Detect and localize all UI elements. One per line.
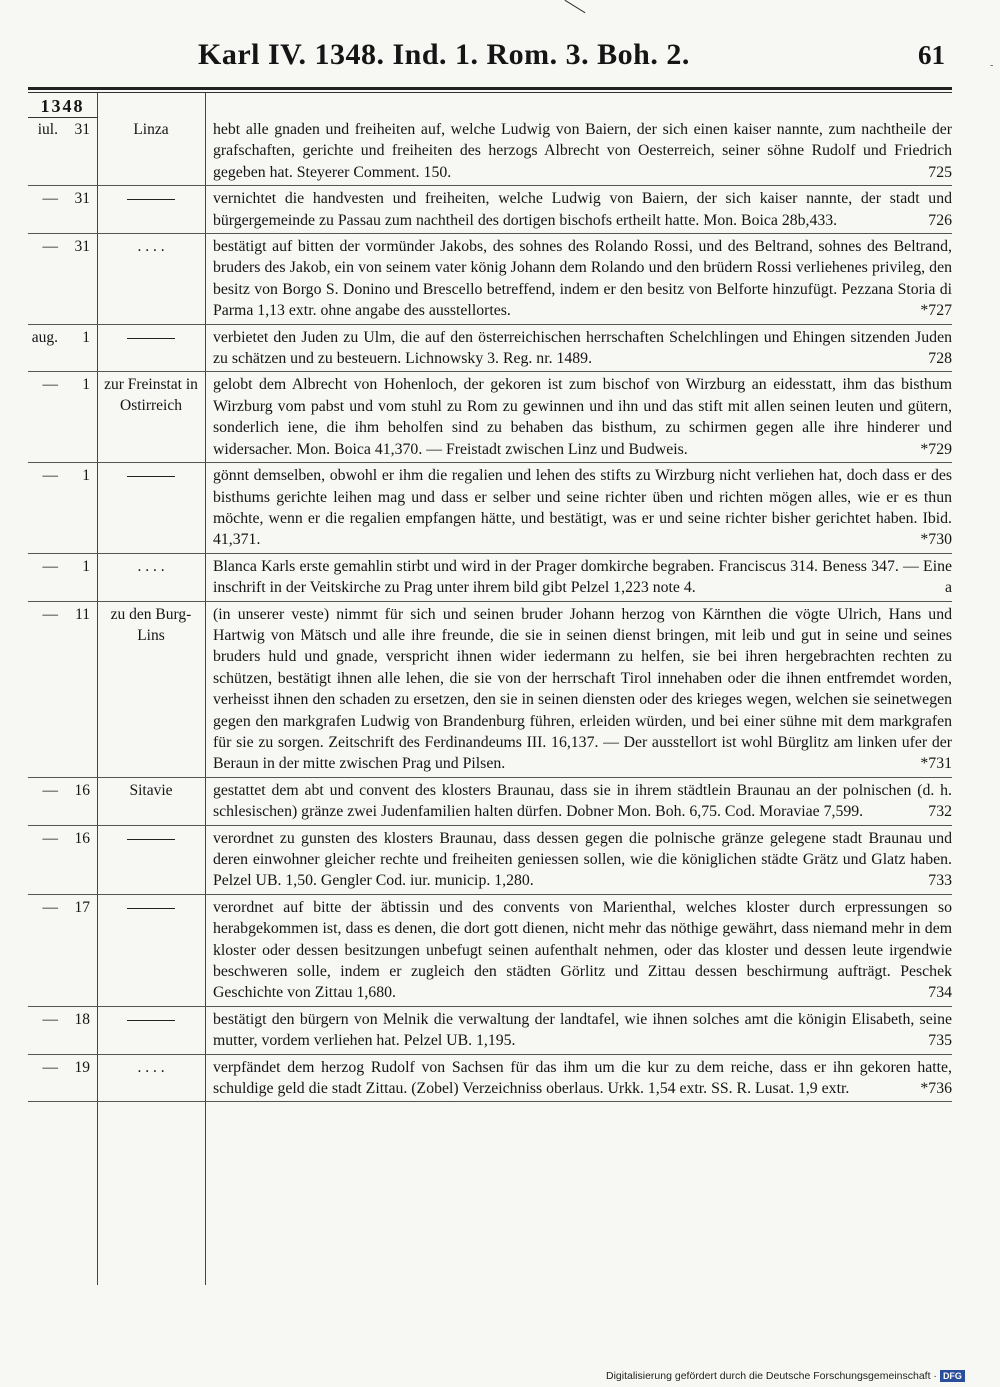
entry-text-cell [205,778,952,825]
regest-entry [28,1055,952,1103]
entry-text: Blanca Karls erste gemahlin stirbt und wird in der Prager domkirche begraben. Franciscus 314. Beness 347. — Eine inschrift in der Veitskirche zu Prag unter ihrem bild gibt Pelzel 1,223 note 4. [213,557,952,597]
entry-text-cell [205,554,952,601]
page-header [0,38,1000,78]
ditto-line [127,338,175,339]
entry-text-cell [205,463,952,553]
header-rule [28,87,952,90]
entry-date [28,602,97,777]
entry-date [28,895,97,1006]
entry-day: 1 [82,467,90,485]
entry-month: iul. [37,121,58,138]
entry-text: verordnet zu gunsten des klosters Braunau, dass dessen gegen die polnische gränze gelegene stadt Braunau und deren einwohner gleicher rechte und freiheiten geniessen sollen, wie die königlichen städte Grätz und Glatz haben. Pelzel UB. 1,50. Gengler Cod. iur. municip. 1,280. [213,829,952,890]
entry-date [28,826,97,894]
entry-text: gönnt demselben, obwohl er ihm die regalien und lehen des stifts zu Wirzburg nicht verliehen hat, doch dass er des bisthums gerichte leihen mag und dass er selber und seine richter üben und richten mögen alles, wie er es thun möchte, wenn er die regalien empfangen hätte, und bestätigt, was er und seine richter bisher gerichtet haben. Ibid. 41,371. [213,467,952,549]
entry-text-cell [205,117,952,185]
entry-place [97,325,205,372]
scan-mark-right: - [990,60,994,71]
entry-text-cell [205,895,952,1006]
entry-day: 1 [82,376,90,394]
entry-number: 726 [928,211,952,229]
year-label: 1348 [28,95,97,118]
entry-date [28,325,97,372]
entry-date [28,117,97,185]
entry-day: 31 [74,121,90,138]
entry-date [28,554,97,601]
header-rule-thin [28,92,952,93]
regest-entry [28,186,952,234]
entry-text-cell [205,602,952,777]
entry-day: 16 [74,781,90,799]
regest-entry [28,602,952,778]
entry-text: gelobt dem Albrecht von Hohenloch, der gekoren ist zum bischof von Wirzburg an eidesstatt, ihm das bisthum Wirzburg vom pabst und vom stuhl zu Rom zu gewinnen und ihn und das stift mit allen seinen leuten und gütern, sonderlich iene, die ihm beholfen sind zu behaben das bisthum, zu schirmen gegen alle ihre hinderer und widersacher. Mon. Boica 41,370. — Freistadt zwischen Linz und Budweis. [213,376,952,458]
ditto-line [127,908,175,909]
entry-text: verordnet auf bitte der äbtissin und des convents von Marienthal, welches kloster durch erpressungen so herabgekommen ist, dass es denen, die dort gott dienen, nicht mehr das nöthige gewährt, dass niemand mehr in dem kloster oder dessen besitzungen unbefugt seinen aufenthalt nehmen, oder das kloster und dessen leute irgendwie beschweren solle, indem er zugleich den städten Görlitz und Zittau dessen beschirmung aufträgt. Peschek Geschichte von Zittau 1,680. [213,898,952,1002]
entry-month: — [42,376,58,394]
entry-place: . . . . [137,557,165,575]
entry-month: — [42,605,58,623]
entry-text-cell [205,325,952,372]
entry-place: Sitavie [129,781,173,799]
entry-month: — [42,467,58,485]
entry-text-cell [205,826,952,894]
entry-place [97,1007,205,1054]
entry-number: 735 [928,1032,952,1050]
entry-number: *736 [920,1080,952,1098]
entry-place: . . . . [137,238,165,256]
entry-text-cell [205,372,952,462]
entry-text: verpfändet dem herzog Rudolf von Sachsen für das ihm um die kur zu dem reiche, dass er ihn gekoren hatte, schuldige geld die stadt Zittau. (Zobel) Verzeichniss oberlaus. Urkk. 1,54 extr. SS. R. Lusat. 1,9 extr. [213,1058,952,1098]
entry-day: 31 [74,190,90,208]
entry-place: zu den Burg-Lins [110,605,192,644]
ditto-line [127,476,175,477]
entry-month: — [42,781,58,799]
digitization-credit: Digitalisierung gefördert durch die Deutsche Forschungsgemeinschaft · DFG [606,1370,965,1382]
entry-text-cell [205,1055,952,1102]
entry-place: . . . . [137,1058,165,1076]
entry-text: vernichtet die handvesten und freiheiten, welche Ludwig von Baiern, der sich kaiser nannte, der stadt und bürgergemeinde zu Passau zum nachtheil des dortigen bischofs ertheilt hatte. Mon. Boica 28b,433. [213,190,952,229]
entry-number: a [944,579,952,597]
entry-day: 19 [74,1058,90,1076]
entry-number: 728 [928,350,952,368]
entry-day: 17 [74,898,90,916]
entry-number: *731 [920,755,952,773]
regest-entry [28,117,952,186]
entry-text: gestattet dem abt und convent des klosters Braunau, dass sie in ihrem städtlein Braunau an der polnischen (d. h. schlesischen) gränze zwei Judenfamilien halten dürfen. Dobner Mon. Boh. 6,75. Cod. Moraviae 7,599. [213,781,952,821]
entry-day: 1 [82,557,90,575]
regest-entry [28,234,952,325]
entry-day: 18 [74,1010,90,1028]
entry-month: — [42,190,58,208]
regesta-list [28,117,952,1102]
entry-place [97,463,205,553]
entry-number: 733 [928,872,952,890]
regest-entry [28,778,952,826]
page-number: 61 [918,40,945,70]
regest-entry [28,463,952,554]
regest-entry [28,372,952,463]
entry-place: zur Freinstat in Ostirreich [104,376,198,415]
regest-entry [28,554,952,602]
regest-entry [28,325,952,373]
entry-day: 16 [74,829,90,847]
entry-number: 732 [928,803,952,821]
entry-text: bestätigt den bürgern von Melnik die verwaltung der landtafel, wie ihnen solches amt die königin Elisabeth, seine mutter, vordem verliehen hat. Pelzel UB. 1,195. [213,1010,952,1050]
entry-month: — [42,1058,58,1076]
entry-place [97,186,205,233]
entry-date [28,1007,97,1054]
regest-entry [28,1007,952,1055]
entry-text-cell [205,186,952,233]
entry-day: 1 [82,328,90,346]
entry-place [97,895,205,1006]
entry-text-cell [205,234,952,324]
entry-number: *729 [920,440,952,458]
entry-number: 734 [928,984,952,1002]
entry-number: *727 [920,302,952,320]
entry-number: 725 [928,163,952,181]
credit-text: Digitalisierung gefördert durch die Deutsche Forschungsgemeinschaft [606,1370,931,1382]
regest-entry [28,826,952,895]
entry-date [28,234,97,324]
entry-place [97,826,205,894]
running-title: Karl IV. 1348. Ind. 1. Rom. 3. Boh. 2. [198,38,690,71]
entry-number: *730 [920,531,952,549]
entry-text: bestätigt auf bitten der vormünder Jakobs, des sohnes des Rolando Rossi, und des Beltrand, sohnes des Beltrand, bruders des Jakob, ein von seinem vater könig Johann dem Rolando und den brüdern Rossi verliehenes privileg, den besitz von Borgo S. Donino und Brescello betreffend, indem er den besitz von Belforte hinzufügt. Pezzana Storia di Parma 1,13 extr. ohne angabe des ausstellortes. [213,238,952,320]
regest-entry [28,895,952,1007]
dfg-logo: DFG [940,1370,965,1382]
entry-month: — [42,898,58,916]
entry-date [28,372,97,462]
entry-text: hebt alle gnaden und freiheiten auf, welche Ludwig von Baiern, der sich einen kaiser nannte, zum nachtheile der grafschaften, gerichte und freiheiten des herzogs Albrecht von Oesterreich, seiner söhne Rudolf und Friedrich gegeben hat. Steyerer Comment. 150. [213,121,952,181]
entry-date [28,186,97,233]
entry-place: Linza [133,121,169,138]
ditto-line [127,1020,175,1021]
entry-date [28,463,97,553]
entry-text: (in unserer veste) nimmt für sich und seinen bruder Johann herzog von Kärnthen die vögte Ulrich, Hans und Hartwig von Mätsch und alle ihre freunde, die sie in seinen dienst bringen, mit leib und gut in seine und seines bruders huld und gnade, verspricht ihnen wider iedermann zu helfen, sie bei ihren hergebrachten rechten zu schützen, bestätigt ihnen alle lehen, die sie von der herrschaft Tirol innehaben oder die ihnen entfremdet worden, verheisst ihnen den schaden zu ersetzen, den sie in seinen diensten oder des krieges wegen, welchen sie seinetwegen gegen den markgrafen Ludwig von Brandenburg führen, erleiden würden, und bei einer sühne mit dem markgrafen für sie zu sorgen. Zeitschrift des Ferdinandeums III. 16,137. — Der ausstellort ist wohl Bürglitz am linken ufer der Beraun in der mitte zwischen Prag und Pilsen. [213,605,952,773]
entry-day: 11 [75,605,90,623]
entry-month: aug. [31,328,58,346]
scan-mark [565,0,586,13]
entry-month: — [42,829,58,847]
entry-text-cell [205,1007,952,1054]
entry-date [28,778,97,825]
ditto-line [127,839,175,840]
entry-month: — [42,1010,58,1028]
entry-month: — [42,557,58,575]
ditto-line [127,199,175,200]
entry-text: verbietet den Juden zu Ulm, die auf den österreichischen herrschaften Schelchlingen und Ehingen sitzenden Juden zu schätzen und zu besteuern. Lichnowsky 3. Reg. nr. 1489. [213,328,952,368]
entry-month: — [42,238,58,256]
entry-day: 31 [74,238,90,256]
entry-date [28,1055,97,1102]
